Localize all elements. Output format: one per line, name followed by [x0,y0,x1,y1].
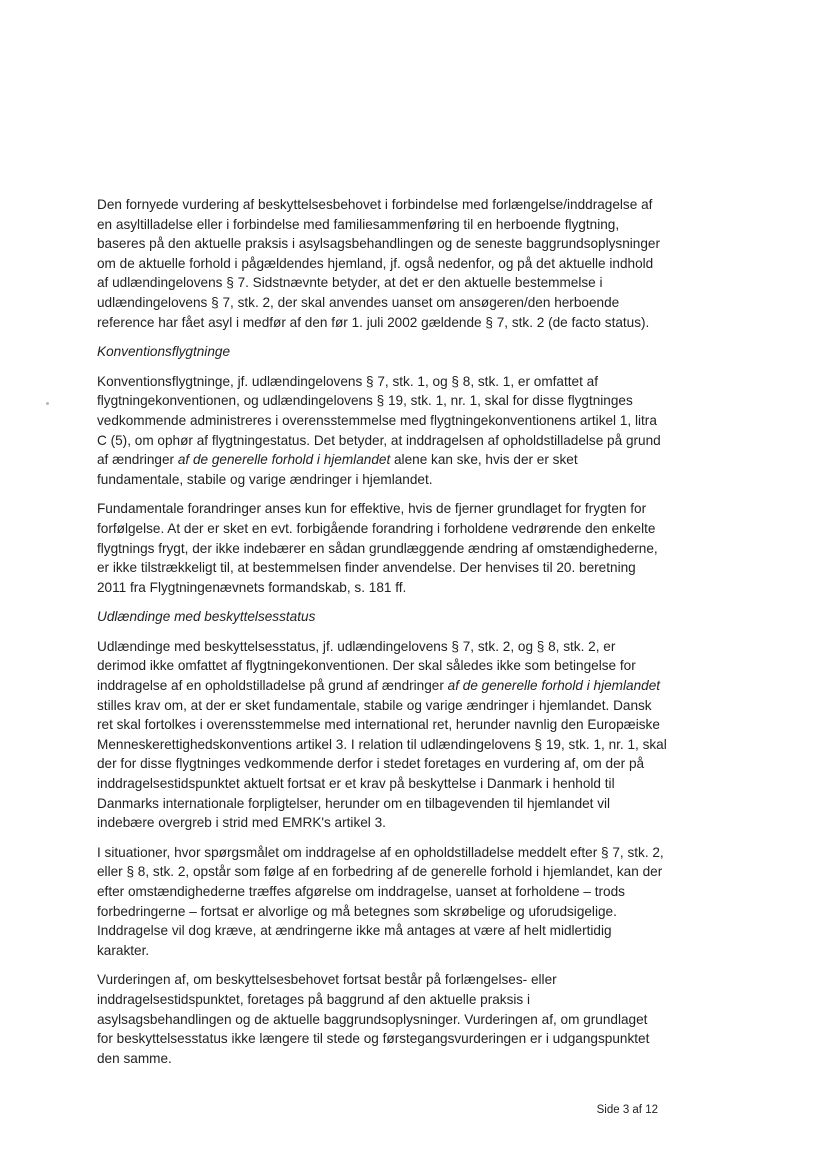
paragraph-situationer: I situationer, hvor spørgsmålet om inddragelse af en opholdstilladelse meddelt efter § 7, stk. 2, eller § 8, stk. 2, opstår som følge af en forbedring af de generelle forhold i hjemlandet, kan der efter omstændighederne træffes afgørelse om inddragelse, uanset at forholdene – trods forbedringerne – fortsat er alvorlige og må betegnes som skrøbelige og uforudsigelige. Inddragelse vil dog kræve, at ændringerne ikke må antages at være af helt midlertidig karakter. [97,844,664,958]
paragraph-text: Konventionsflygtninge, jf. udlændingelovens § 7, stk. 1, og § 8, stk. 1, er omfattet af flygtningekonventionen, og udlændingelovens § 19, stk. 1, nr. 1, skal for disse flygtninges vedkommende administreres i overensstemmelse med flygtningekonventionens artikel 1, litra C (5), om ophør af flygtningestatus. Det betyder, at inddragelsen af opholdstilladelse på grund af ændringer [97,373,661,468]
emphasized-text: af de generelle forhold i hjemlandet [447,678,661,694]
paragraph-text: stilles krav om, at der er sket fundamentale, stabile og varige ændringer i hjemlandet. Dansk ret skal fortolkes i overensstemmelse med international ret, herunder navnlig den Europæiske Menneskerettighedskonventions artikel 3. I relation til udlændingelovens § 19, stk. 1, nr. 1, skal der for disse flygtninges vedkommende derfor i stedet foretages en vurdering af, om der på inddragelsestidspunktet aktuelt fortsat er et krav på beskyttelse i Danmark i henhold til Danmarks internationale forpligtelser, herunder om en tilbagevenden til hjemlandet vil indebære overgreb i strid med EMRK's artikel 3. [97,697,667,831]
emphasized-text: af de generelle forhold i hjemlandet [177,452,391,468]
paragraph-vurderingen: Vurderingen af, om beskyttelsesbehovet fortsat består på forlængelses- eller inddragelsestidspunktet, foretages på baggrund af den aktuelle praksis i asylsagsbehandlingen og de aktuelle baggrundsoplysninger. Vurderingen af, om grundlaget for beskyttelsesstatus ikke længere til stede og førstegangsvurderingen er i udgangspunktet den samme. [97,972,650,1066]
paragraph-text: alene kan ske, hvis der er sket fundamentale, stabile og varige ændringer i hjemlandet. [97,452,578,487]
paragraph-intro: Den fornyede vurdering af beskyttelsesbehovet i forbindelse med forlængelse/inddragelse af en asyltilladelse eller i forbindelse med familiesammenføring til en herboende flygtning, baseres på den aktuelle praksis i asylsagsbehandlingen og de seneste baggrundsoplysninger om de aktuelle forhold i pågældendes hjemland, jf. også nedenfor, og på det aktuelle indhold af udlændingelovens § 7. Sidstnævnte betyder, at det er den aktuelle bestemmelse i udlændingelovens § 7, stk. 2, der skal anvendes uanset om ansøgeren/den herboende reference har fået asyl i medfør af den før 1. juli 2002 gældende § 7, stk. 2 (de facto status). [97,197,661,330]
heading-konventionsflygtninge: Konventionsflygtninge [97,344,231,360]
paragraph-beskyttelsesstatus [97,637,667,833]
scan-mark [46,402,49,405]
paragraph-konventionsflygtninge [97,372,667,490]
heading-beskyttelsesstatus: Udlændinge med beskyttelsesstatus [97,609,316,625]
paragraph-fundamentale-forandringer: Fundamentale forandringer anses kun for effektive, hvis de fjerner grundlaget for frygten for forfølgelse. At der er sket en evt. forbigående forandring i forholdene vedrørende den enkelte flygtnings frygt, der ikke indebærer en sådan grundlæggende ændring af omstændighederne, er ikke tilstrækkeligt til, at bestemmelsen finder anvendelse. Der henvises til 20. beretning 2011 fra Flygtningenævnets formandskab, s. 181 ff. [97,501,658,595]
paragraph-text: Udlændinge med beskyttelsesstatus, jf. udlændingelovens § 7, stk. 2, og § 8, stk. 2, er derimod ikke omfattet af flygtningekonventionen. Der skal således ikke som betingelse for inddragelse af en opholdstilladelse på grund af ændringer [97,638,636,694]
document-body [97,195,667,1078]
page-number: Side 3 af 12 [596,1104,658,1116]
